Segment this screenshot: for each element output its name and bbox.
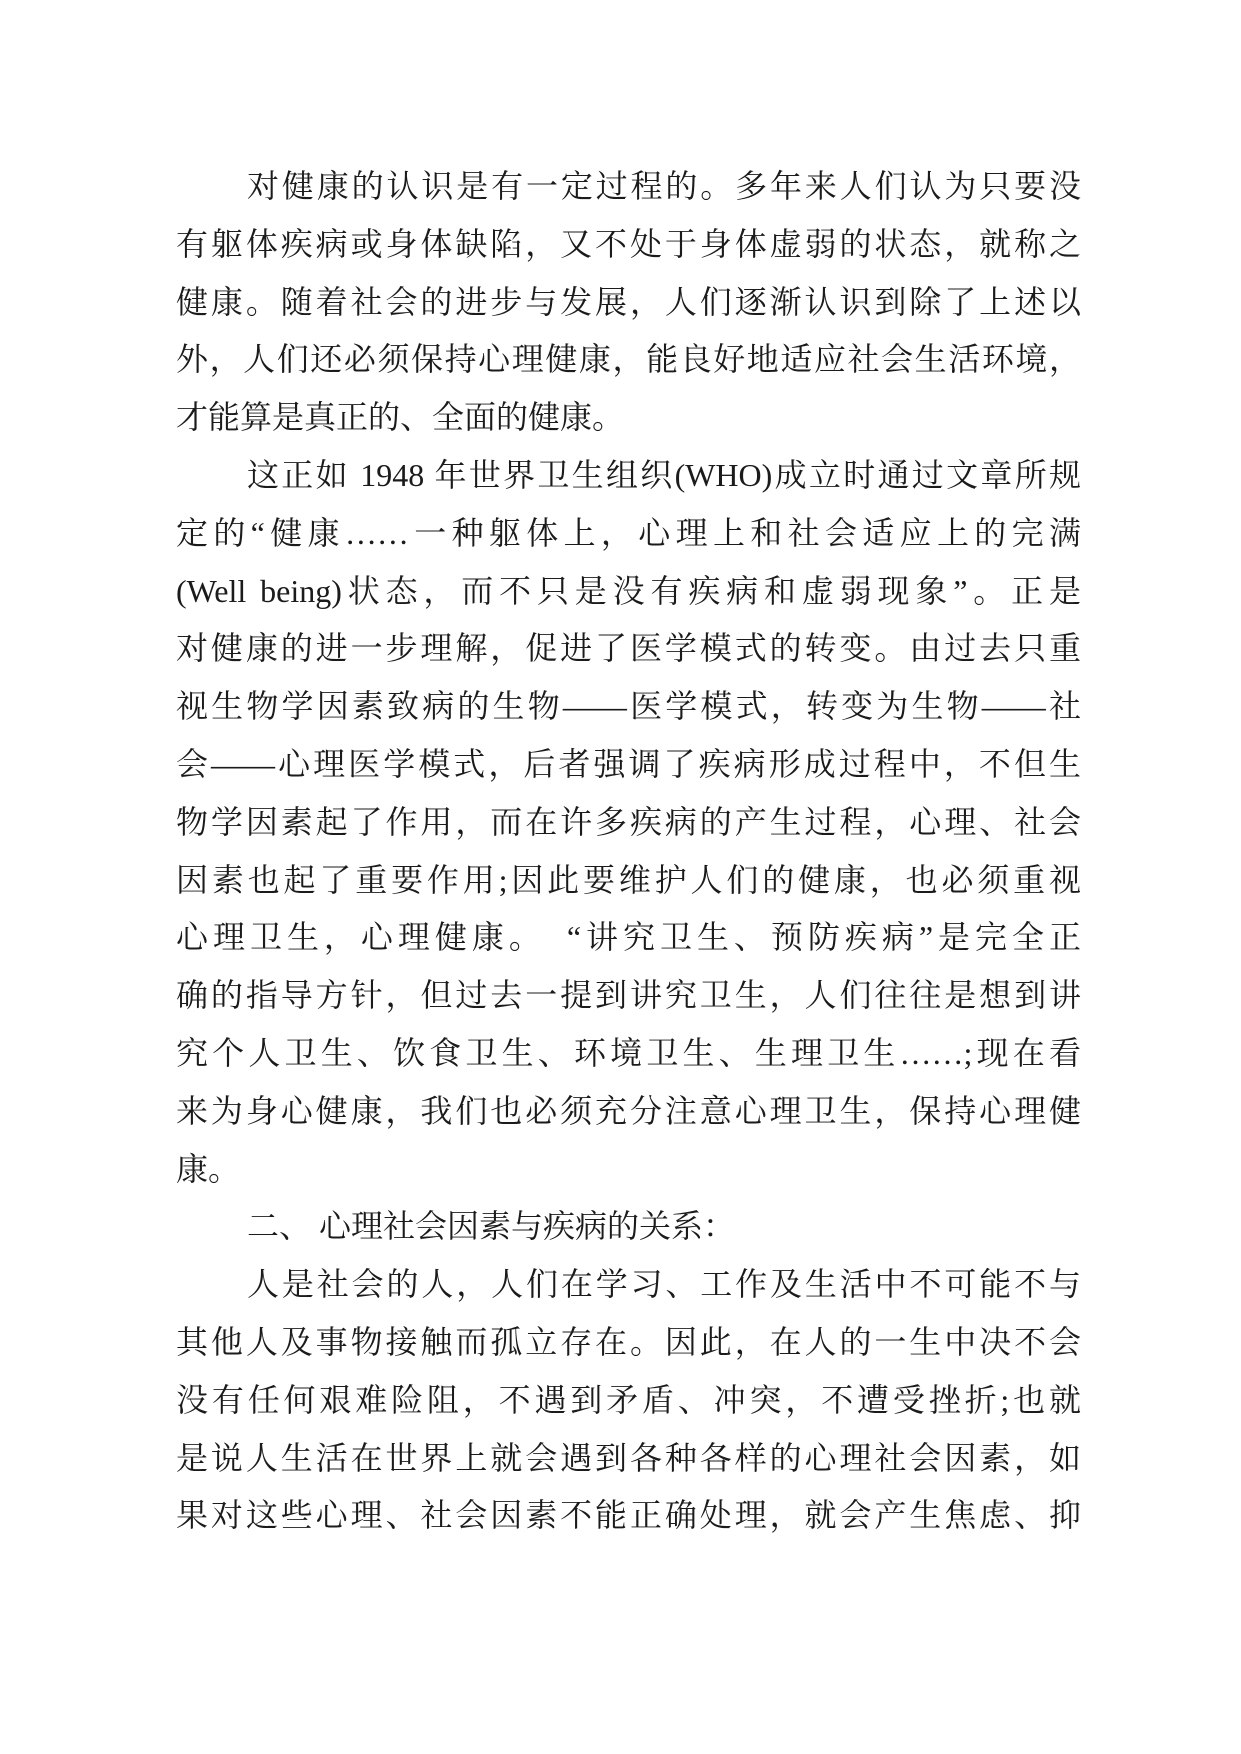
text-line: 究个人卫生、饮食卫生、环境卫生、生理卫生……;现在看 [176, 1034, 1081, 1071]
text-line: 心理卫生，心理健康。 “讲究卫生、预防疾病”是完全正 [176, 919, 1081, 956]
text-line: 是说人生活在世界上就会遇到各种各样的心理社会因素，如 [176, 1439, 1081, 1476]
text-line: 因素也起了重要作用;因此要维护人们的健康，也必须重视 [176, 861, 1081, 898]
text-line: 视生物学因素致病的生物——医学模式，转变为生物——社 [176, 688, 1081, 725]
text-line: 健康。随着社会的进步与发展，人们逐渐认识到除了上述以 [176, 283, 1081, 320]
text-line: 这正如 1948 年世界卫生组织(WHO)成立时通过文章所规 [247, 456, 1081, 493]
text-line: 来为身心健康，我们也必须充分注意心理卫生，保持心理健 [176, 1092, 1081, 1129]
text-line: 会——心理医学模式，后者强调了疾病形成过程中，不但生 [176, 745, 1081, 782]
text-line: 确的指导方针，但过去一提到讲究卫生，人们往往是想到讲 [176, 977, 1081, 1014]
text-line: 对健康的进一步理解，促进了医学模式的转变。由过去只重 [176, 630, 1081, 667]
text-line: 果对这些心理、社会因素不能正确处理，就会产生焦虑、抑 [176, 1497, 1081, 1534]
text-line: 二、 心理社会因素与疾病的关系： [247, 1208, 736, 1245]
section-heading [176, 1198, 1081, 1256]
text-line: 有躯体疾病或身体缺陷，又不处于身体虚弱的状态，就称之 [176, 225, 1081, 262]
text-line: 对健康的认识是有一定过程的。多年来人们认为只要没 [247, 168, 1081, 204]
paragraph [176, 1256, 1081, 1545]
text-line: 才能算是真正的、全面的健康。 [176, 399, 625, 436]
paragraph [176, 158, 1081, 447]
text-line: 物学因素起了作用，而在许多疾病的产生过程，心理、社会 [176, 803, 1081, 840]
text-line: 定的“健康……一种躯体上，心理上和社会适应上的完满 [176, 514, 1081, 551]
text-line: 其他人及事物接触而孤立存在。因此，在人的一生中决不会 [176, 1323, 1081, 1360]
paragraph [176, 447, 1081, 1198]
text-line: 外，人们还必须保持心理健康，能良好地适应社会生活环境， [176, 341, 1081, 378]
document-body [176, 158, 1081, 1545]
text-line: 康。 [176, 1150, 241, 1187]
text-line: 没有任何艰难险阻，不遇到矛盾、冲突，不遭受挫折;也就 [176, 1381, 1081, 1418]
text-line: (Well being)状态，而不只是没有疾病和虚弱现象”。正是 [176, 572, 1081, 609]
text-line: 人是社会的人，人们在学习、工作及生活中不可能不与 [247, 1266, 1081, 1303]
